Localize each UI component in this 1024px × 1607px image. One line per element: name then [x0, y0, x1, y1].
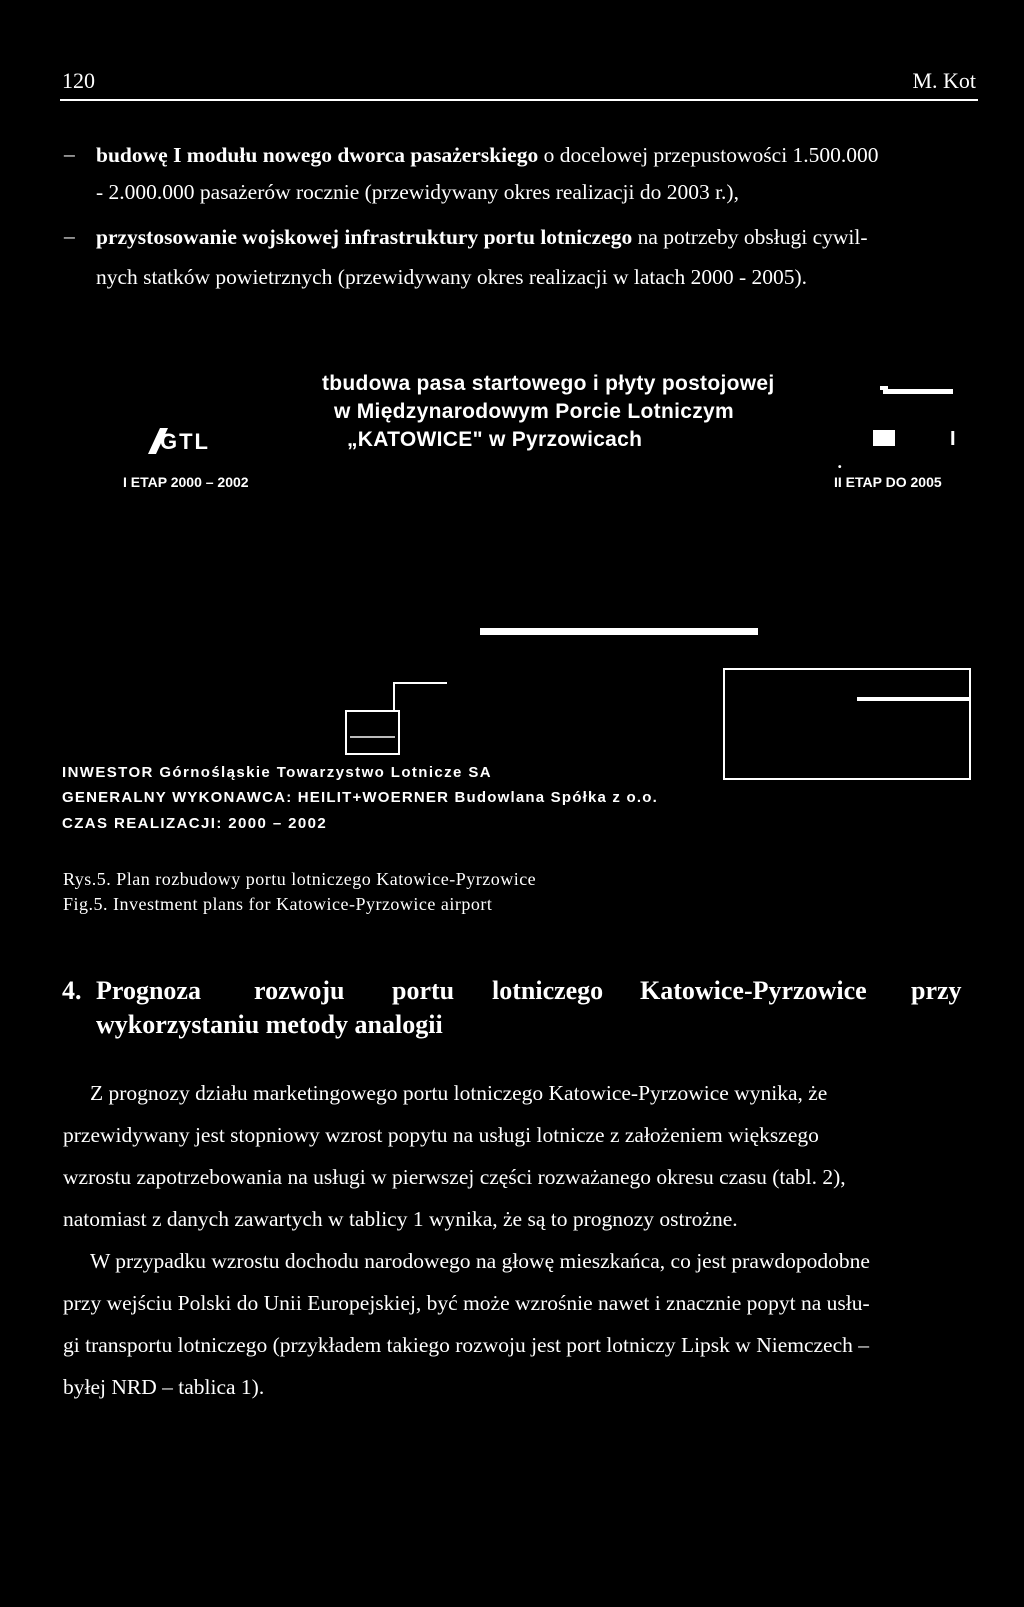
bullet-bold-text: budowę I modułu nowego dworca pasażerskiego [96, 143, 539, 167]
header-rule [60, 99, 978, 101]
figure-credit-line: INWESTOR Górnośląskie Towarzystwo Lotnicze SA [62, 764, 493, 781]
symbol-bar [883, 389, 953, 394]
section-heading-word: przy [911, 976, 962, 1005]
section-heading-word: lotniczego [492, 976, 604, 1005]
logo-text: GTL [160, 429, 210, 454]
bullet-continuation: - 2.000.000 pasażerów rocznie (przewidywany okres realizacji do 2003 r.), [96, 180, 739, 204]
body-line: natomiast z danych zawartych w tablicy 1 wynika, że są to prognozy ostrożne. [63, 1207, 738, 1231]
body-line: przewidywany jest stopniowy wzrost popytu na usługi lotnicze z założeniem większego [63, 1123, 819, 1147]
symbol-mark: I [950, 428, 956, 450]
section-heading-word: portu [392, 976, 455, 1005]
bullet-rest-text: na potrzeby obsługi cywil- [637, 225, 868, 249]
plan-strip [857, 697, 969, 701]
stage-label-2: II ETAP DO 2005 [834, 474, 942, 490]
body-line: przy wejściu Polski do Unii Europejskiej, być może wzrośnie nawet i znacznie popyt na usłu- [63, 1291, 870, 1315]
figure-title-line: „KATOWICE" w Pyrzowicach [347, 428, 643, 451]
figure-caption: Rys.5. Plan rozbudowy portu lotniczego Katowice-Pyrzowice [63, 869, 537, 889]
bullet-line [96, 225, 868, 249]
body-line: wzrostu zapotrzebowania na usługi w pierwszej części rozważanego okresu czasu (tabl. 2), [63, 1165, 846, 1189]
plan-building-box [345, 710, 400, 755]
plan-building-detail [350, 736, 395, 738]
bullet-rest-text: o docelowej przepustowości 1.500.000 [543, 143, 879, 167]
symbol-block [873, 430, 895, 446]
plan-line [393, 682, 447, 684]
section-heading-word: Katowice-Pyrzowice [640, 976, 867, 1005]
stage-label-1: I ETAP 2000 – 2002 [123, 474, 249, 490]
body-line: Z prognozy działu marketingowego portu lotniczego Katowice-Pyrzowice wynika, że [90, 1081, 828, 1105]
section-heading-word: rozwoju [254, 976, 345, 1005]
section-heading-word: Prognoza [96, 976, 201, 1005]
symbol-bar-corner [880, 386, 888, 390]
author-name: M. Kot [912, 68, 976, 93]
bullet-dash: – [64, 224, 75, 248]
figure-credit-line: GENERALNY WYKONAWCA: HEILIT+WOERNER Budowlana Spółka z o.o. [62, 789, 658, 806]
body-line: W przypadku wzrostu dochodu narodowego na głowę mieszkańca, co jest prawdopodobne [90, 1249, 870, 1273]
bullet-bold-text: przystosowanie wojskowej infrastruktury portu lotniczego [96, 225, 633, 249]
symbol-dot: • [838, 462, 842, 473]
plan-line [393, 682, 395, 712]
figure-title-line: w Międzynarodowym Porcie Lotniczym [334, 400, 734, 423]
section-number: 4. [62, 976, 82, 1005]
figure-credit-line: CZAS REALIZACJI: 2000 – 2002 [62, 815, 328, 832]
figure-caption-en: Fig.5. Investment plans for Katowice-Pyrzowice airport [63, 894, 493, 914]
figure-title-line: tbudowa pasa startowego i płyty postojowej [322, 372, 775, 395]
bullet-line [96, 143, 879, 167]
body-line: gi transportu lotniczego (przykładem takiego rozwoju jest port lotniczy Lipsk w Niemczech – [63, 1333, 870, 1357]
body-line: byłej NRD – tablica 1). [63, 1375, 265, 1399]
section-heading-line2: wykorzystaniu metody analogii [96, 1010, 443, 1039]
plan-runway-bar [480, 628, 758, 635]
bullet-continuation: nych statków powietrznych (przewidywany okres realizacji w latach 2000 - 2005). [96, 265, 808, 289]
plan-outline-box [723, 668, 971, 780]
page-number: 120 [62, 68, 95, 93]
bullet-dash: – [64, 142, 75, 166]
